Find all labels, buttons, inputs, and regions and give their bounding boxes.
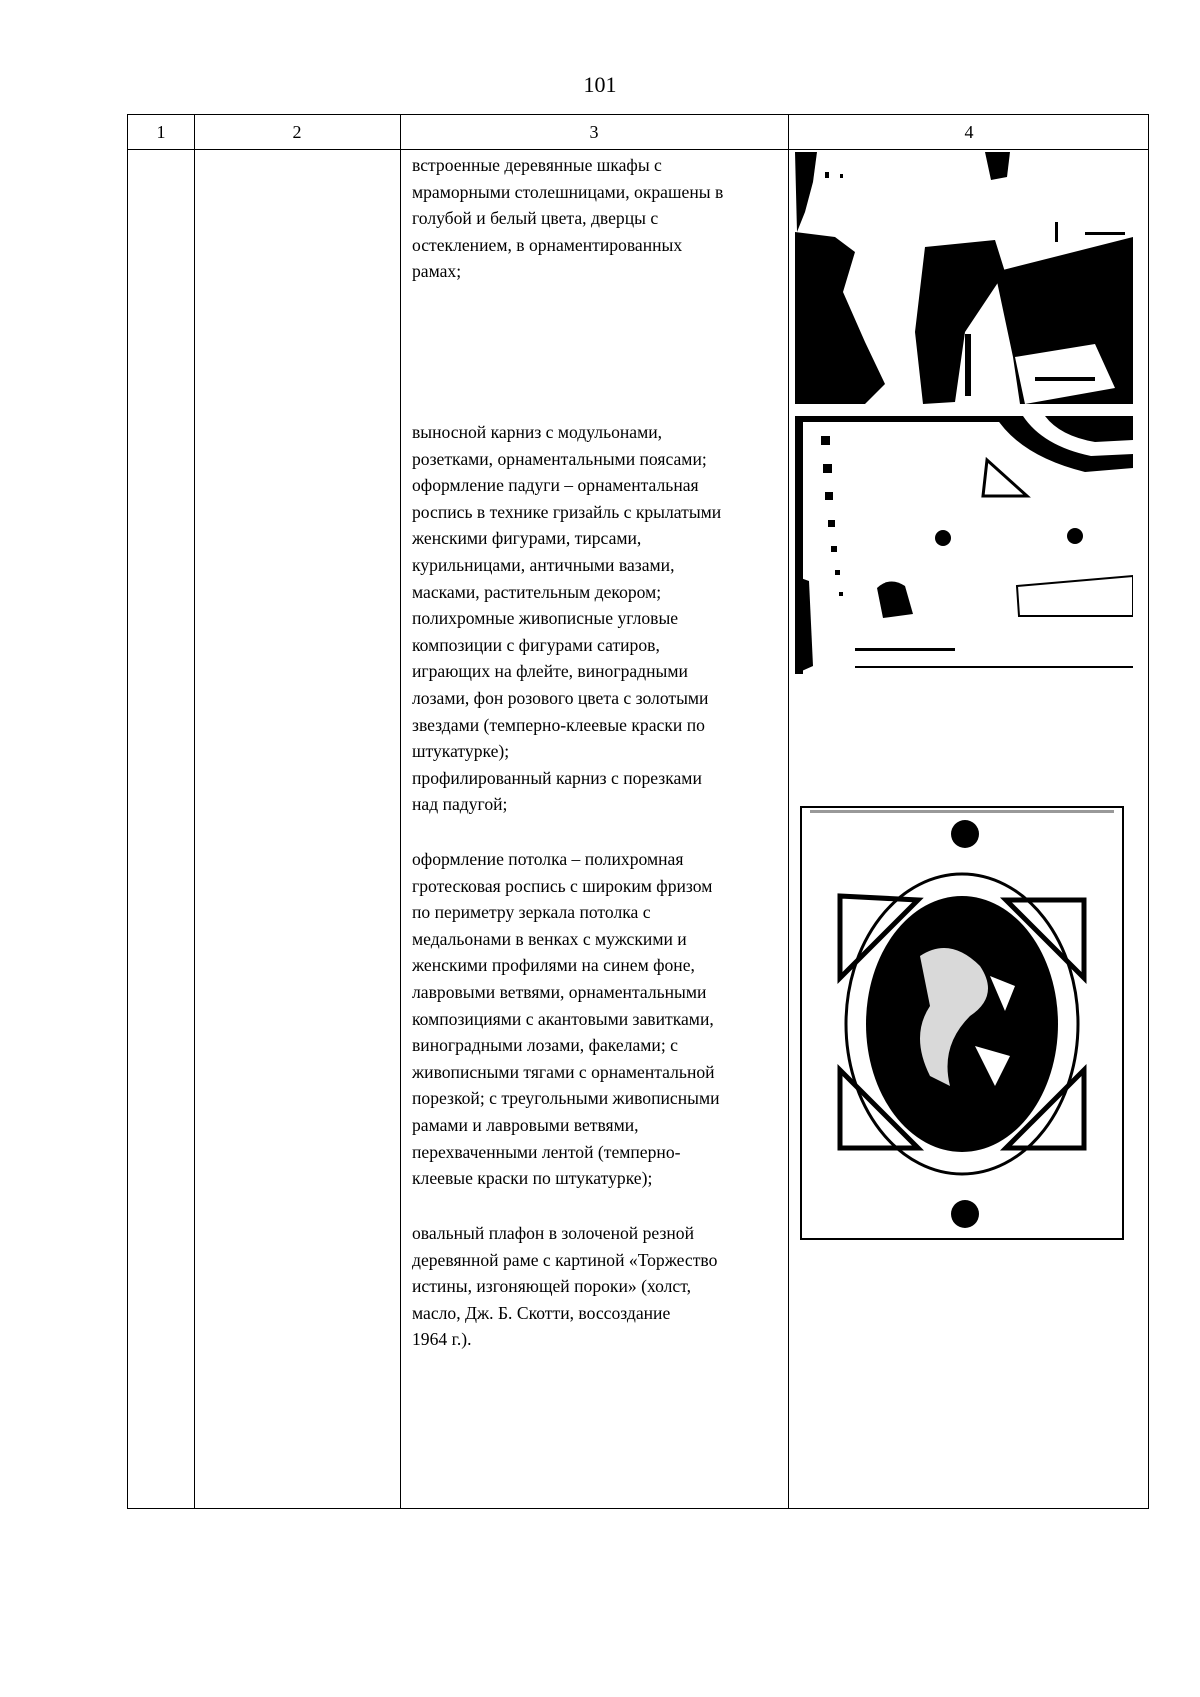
text-line: лавровыми ветвями, орнаментальными xyxy=(412,981,707,1002)
text-line: деревянной раме с картиной «Торжество xyxy=(412,1249,718,1270)
column-divider xyxy=(194,115,195,1508)
text-line: масло, Дж. Б. Скотти, воссоздание xyxy=(412,1302,671,1323)
text-line: виноградными лозами, факелами; с xyxy=(412,1035,678,1056)
photo-cabinets xyxy=(795,152,1133,404)
text-line: медальонами в венках с мужскими и xyxy=(412,928,687,949)
header-col-3: 3 xyxy=(589,122,599,142)
text-line: масками, растительным декором; xyxy=(412,581,662,602)
text-line: штукатурке); xyxy=(412,741,510,762)
text-line: женскими фигурами, тирсами, xyxy=(412,528,642,549)
text-line: курильницами, античными вазами, xyxy=(412,554,675,575)
column-divider xyxy=(788,115,789,1508)
text-line: роспись в технике гризайль с крылатыми xyxy=(412,501,722,522)
text-line: рамах; xyxy=(412,261,462,282)
text-line: голубой и белый цвета, дверцы с xyxy=(412,208,659,229)
text-line: гротесковая роспись с широким фризом xyxy=(412,875,713,896)
description-cabinets xyxy=(412,152,723,285)
text-line: по периметру зеркала потолка с xyxy=(412,902,651,923)
photo-ceiling xyxy=(800,806,1124,1240)
text-line: над падугой; xyxy=(412,794,508,815)
text-line: полихромные живописные угловые xyxy=(412,608,679,629)
text-line: выносной карниз с модульонами, xyxy=(412,422,663,442)
text-line: перехваченными лентой (темперно- xyxy=(412,1141,681,1162)
header-row-divider xyxy=(128,149,1148,150)
text-line: остеклением, в орнаментированных xyxy=(412,234,683,255)
text-line: профилированный карниз с порезками xyxy=(412,767,702,788)
header-col-1: 1 xyxy=(156,122,166,142)
text-line: истины, изгоняющей пороки» (холст, xyxy=(412,1276,691,1297)
text-line: женскими профилями на синем фоне, xyxy=(412,955,695,976)
text-line: оформление падуги – орнаментальная xyxy=(412,475,699,496)
text-line: звездами (темперно-клеевые краски по xyxy=(412,714,705,735)
text-line: встроенные деревянные шкафы с xyxy=(412,155,662,175)
description-ceiling xyxy=(412,846,720,1192)
text-line: порезкой; с треугольными живописными xyxy=(412,1088,720,1109)
photo-cornice xyxy=(795,416,1133,674)
description-cornice xyxy=(412,419,721,818)
text-line: играющих на флейте, виноградными xyxy=(412,661,688,682)
text-line: композициями с акантовыми завитками, xyxy=(412,1008,714,1029)
header-col-4: 4 xyxy=(964,122,974,142)
text-line: мраморными столешницами, окрашены в xyxy=(412,181,724,202)
header-col-2: 2 xyxy=(292,122,302,142)
description-plafond xyxy=(412,1220,717,1353)
page-number: 101 xyxy=(583,72,617,97)
text-line: живописными тягами с орнаментальной xyxy=(412,1061,715,1082)
text-line: рамами и лавровыми ветвями, xyxy=(412,1114,639,1135)
text-line: овальный плафон в золоченой резной xyxy=(412,1223,695,1243)
text-line: розетками, орнаментальными поясами; xyxy=(412,448,707,469)
text-line: клеевые краски по штукатурке); xyxy=(412,1168,653,1189)
column-divider xyxy=(400,115,401,1508)
text-line: лозами, фон розового цвета с золотыми xyxy=(412,687,709,708)
text-line: оформление потолка – полихромная xyxy=(412,849,684,869)
text-line: 1964 г.). xyxy=(412,1329,472,1350)
text-line: композиции с фигурами сатиров, xyxy=(412,634,660,655)
